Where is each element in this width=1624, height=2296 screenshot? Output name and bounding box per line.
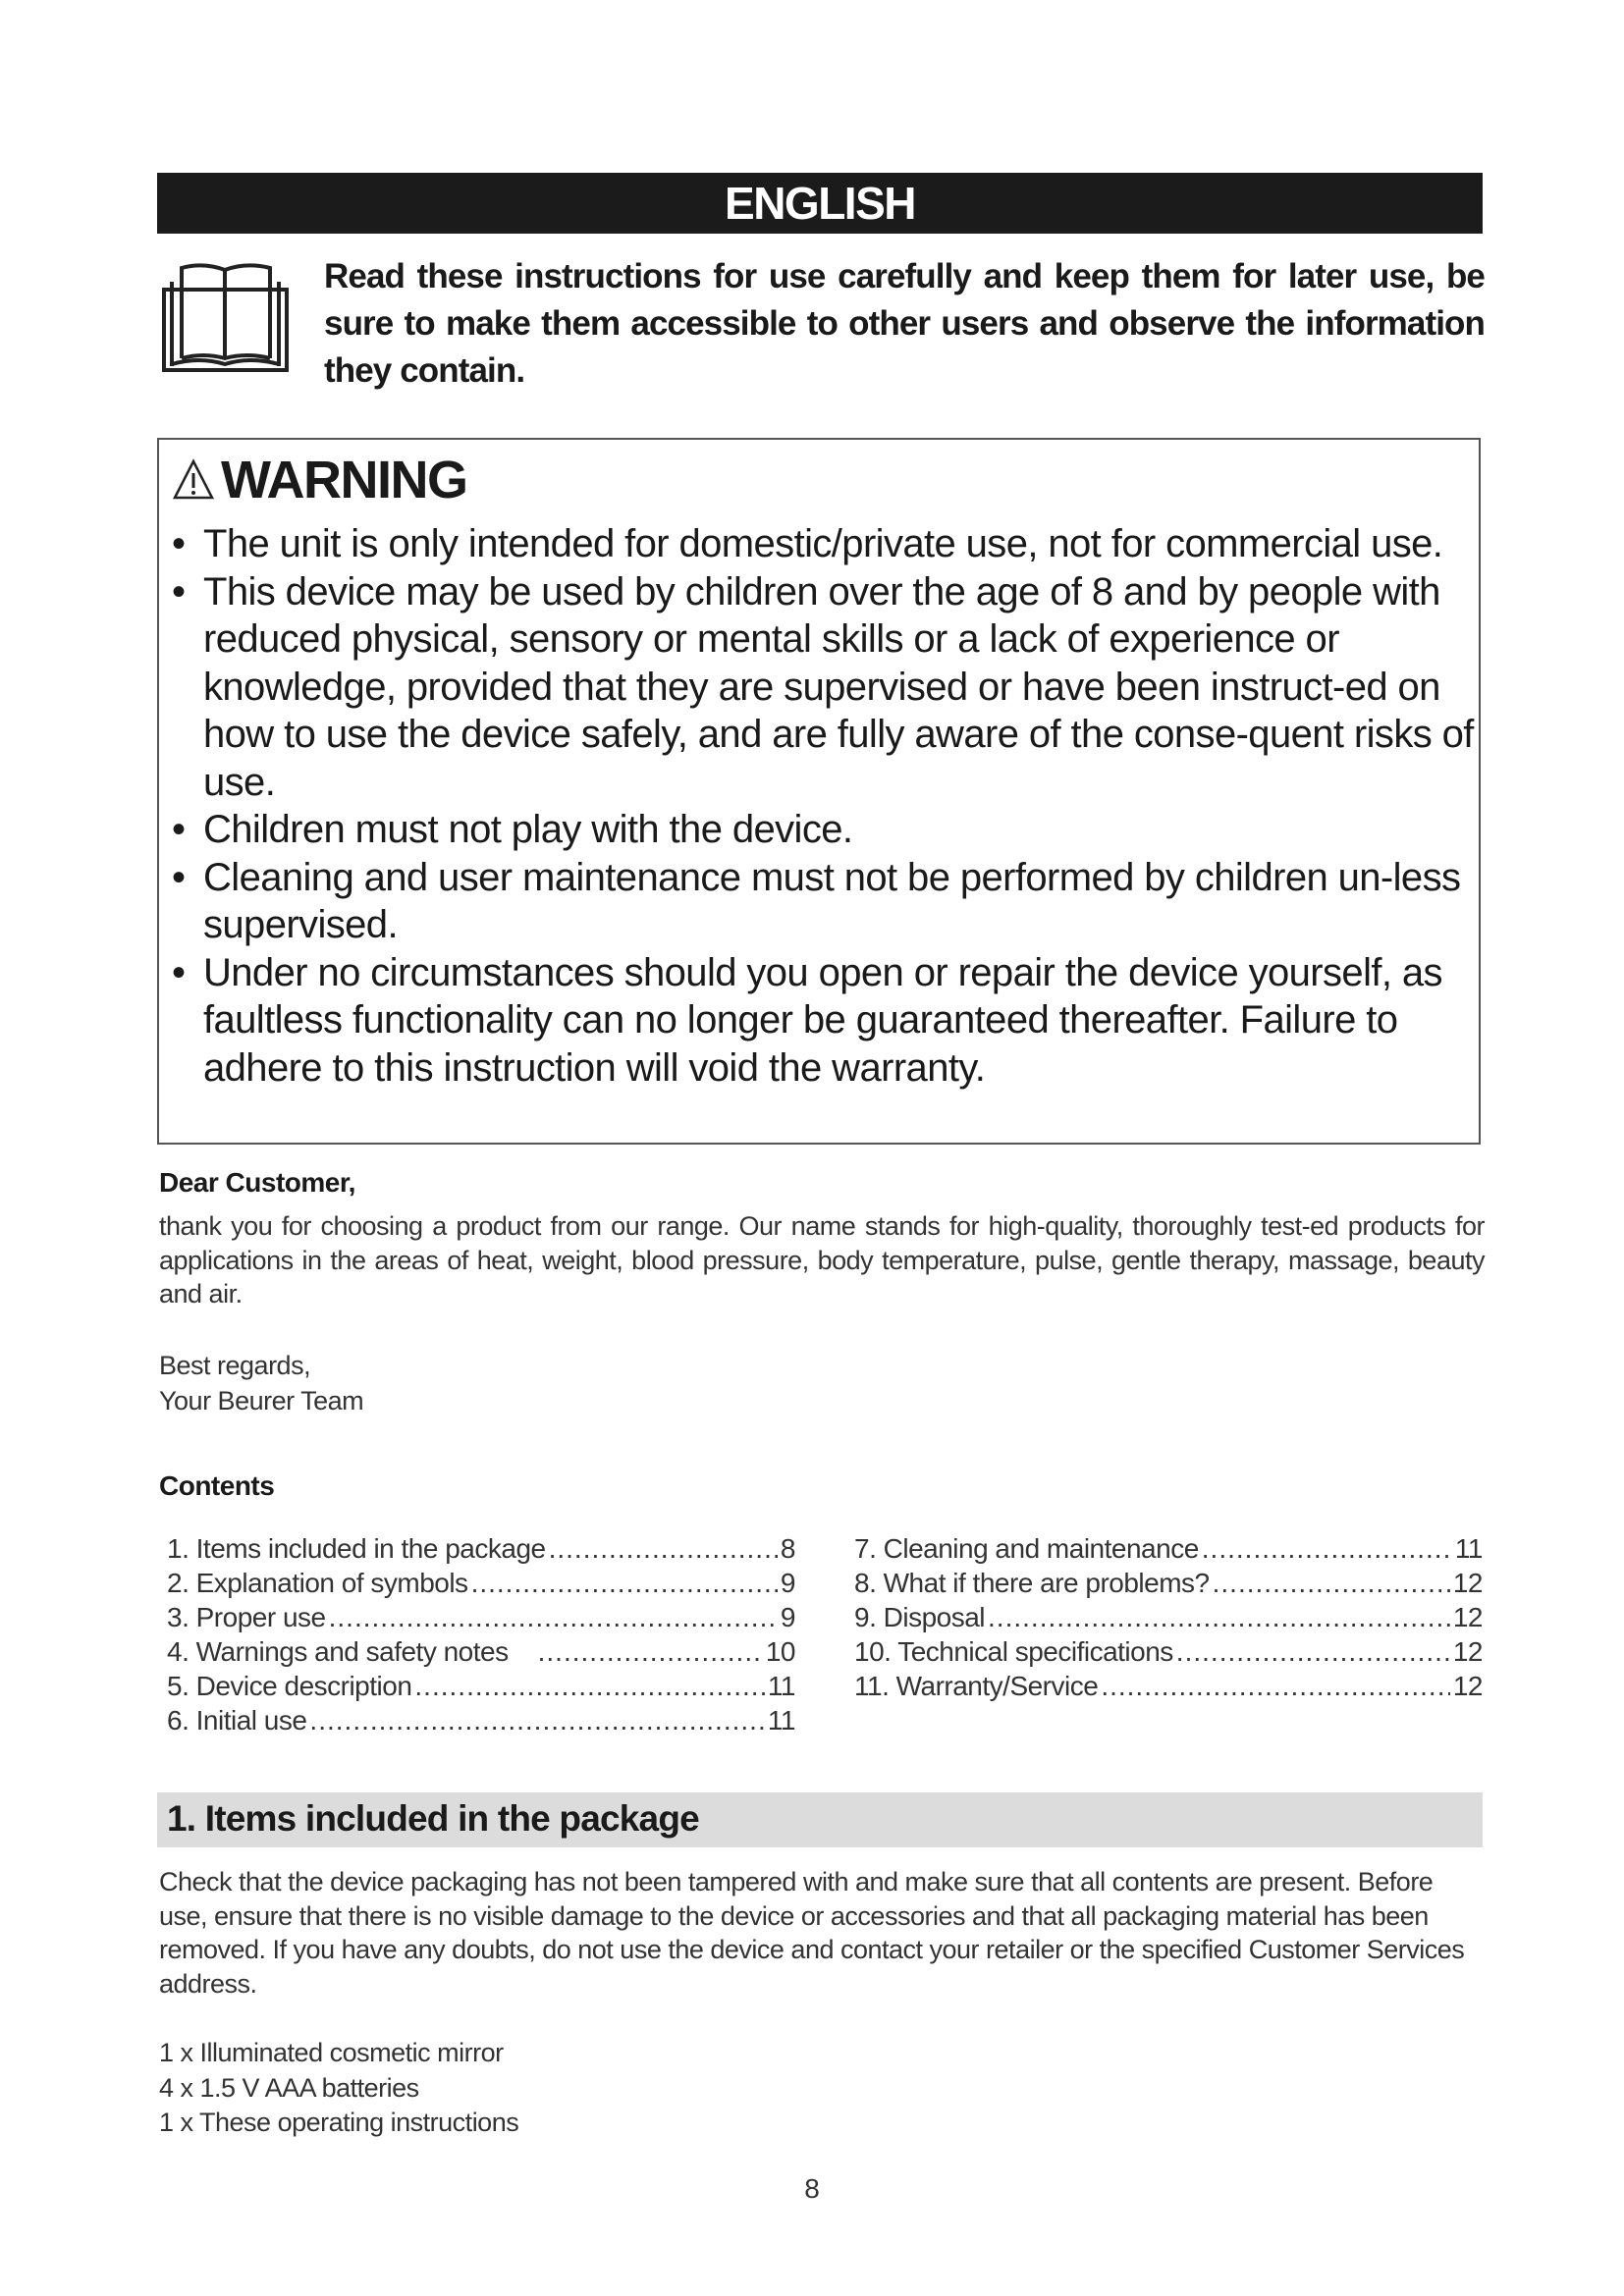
warning-item: • Children must not play with the device.: [172, 806, 1478, 854]
toc-page: 11: [767, 1705, 795, 1735]
language-header: ENGLISH: [157, 173, 1483, 234]
toc-leader: [1213, 1566, 1450, 1600]
toc-entry[interactable]: [167, 1600, 795, 1634]
toc-leader: [309, 1703, 765, 1737]
toc-page: 11: [1454, 1533, 1483, 1564]
warning-item: • Cleaning and user maintenance must not be performed by children un-less supervised.: [172, 854, 1478, 949]
warning-triangle-icon: [172, 458, 215, 502]
warning-item: • This device may be used by children over the age of 8 and by people with reduced physical, sensory or mental skills or a lack of experience or knowledge, provided that they are supervised or have been instruct-ed on how to use the device safely, and are fully aware of the conse-quent risks of use.: [172, 568, 1478, 807]
toc-label: 8. What if there are problems?: [854, 1568, 1210, 1598]
toc-right-column: [854, 1531, 1483, 1703]
greeting-regards: Best regards,: [159, 1351, 311, 1380]
toc-label: 5. Device description: [167, 1671, 412, 1701]
toc-leader: [414, 1669, 765, 1703]
page-number: 8: [804, 2173, 820, 2204]
toc-entry[interactable]: [854, 1669, 1483, 1703]
toc-leader: [1176, 1634, 1450, 1669]
toc-label: 9. Disposal: [854, 1602, 986, 1632]
toc-page: 12: [1452, 1671, 1483, 1701]
warning-title-text: WARNING: [221, 451, 467, 509]
toc-label: 11. Warranty/Service: [854, 1671, 1099, 1701]
toc-page: 12: [1452, 1636, 1483, 1667]
toc-label: 10. Technical specifications: [854, 1636, 1173, 1667]
toc-label: 6. Initial use: [167, 1705, 307, 1735]
contents-heading: Contents: [159, 1470, 275, 1501]
toc-label: 1. Items included in the package: [167, 1533, 546, 1564]
toc-page: 10: [765, 1636, 795, 1667]
warning-title: [172, 450, 466, 510]
toc-leader: [538, 1634, 763, 1669]
warning-item: • Under no circumstances should you open or repair the device yourself, as faultless functionality can no longer be guaranteed thereafter. Failure to adhere to this instruction will void the warranty.: [172, 949, 1478, 1093]
toc-leader: [1101, 1669, 1450, 1703]
toc-entry[interactable]: [167, 1531, 795, 1566]
toc-leader: [549, 1531, 778, 1566]
section-title: 1. Items included in the package: [167, 1798, 699, 1839]
toc-label: 2. Explanation of symbols: [167, 1568, 468, 1598]
toc-entry[interactable]: [167, 1566, 795, 1600]
package-item: 1 x These operating instructions: [159, 2108, 519, 2137]
toc-page: 12: [1452, 1602, 1483, 1632]
read-instructions-notice: Read these instructions for use carefully and keep them for later use, be sure to make them accessible to other users and observe the information they contain.: [324, 257, 1485, 390]
toc-label: 7. Cleaning and maintenance: [854, 1533, 1199, 1564]
toc-page: 9: [780, 1568, 795, 1598]
read-manual-book-icon: [160, 260, 293, 378]
toc-entry[interactable]: [854, 1566, 1483, 1600]
warning-item: • The unit is only intended for domestic/private use, not for commercial use.: [172, 520, 1478, 568]
greeting-body: thank you for choosing a product from our range. Our name stands for high-quality, thoroughly test-ed products for applications in the areas of heat, weight, blood pressure, body temperature, pulse, gentle therapy, massage, beauty and air.: [159, 1211, 1485, 1308]
warning-list: [172, 520, 1478, 1092]
toc-entry[interactable]: [854, 1531, 1483, 1566]
toc-page: 8: [780, 1533, 795, 1564]
toc-leader: [988, 1600, 1450, 1634]
toc-entry[interactable]: [167, 1634, 795, 1669]
toc-entry[interactable]: [854, 1600, 1483, 1634]
toc-entry[interactable]: [167, 1703, 795, 1737]
greeting-heading: Dear Customer,: [159, 1167, 355, 1198]
toc-page: 12: [1452, 1568, 1483, 1598]
package-item: 4 x 1.5 V AAA batteries: [159, 2073, 419, 2103]
toc-leader: [1202, 1531, 1452, 1566]
package-item: 1 x Illuminated cosmetic mirror: [159, 2038, 504, 2067]
toc-page: 9: [780, 1602, 795, 1632]
toc-page: 11: [767, 1671, 795, 1701]
toc-left-column: [167, 1531, 795, 1737]
toc-entry[interactable]: [167, 1669, 795, 1703]
toc-label: 3. Proper use: [167, 1602, 326, 1632]
toc-leader: [329, 1600, 778, 1634]
section-body: Check that the device packaging has not been tampered with and make sure that all contents are present. Before use, ensure that there is no visible damage to the device or accessories and that all packaging material has been removed. If you have any doubts, do not use the device and contact your retailer or the specified Customer Services address.: [159, 1867, 1465, 1999]
greeting-signature: Your Beurer Team: [159, 1386, 364, 1415]
toc-entry[interactable]: [854, 1634, 1483, 1669]
toc-leader: [471, 1566, 778, 1600]
toc-label: 4. Warnings and safety notes: [167, 1636, 509, 1667]
